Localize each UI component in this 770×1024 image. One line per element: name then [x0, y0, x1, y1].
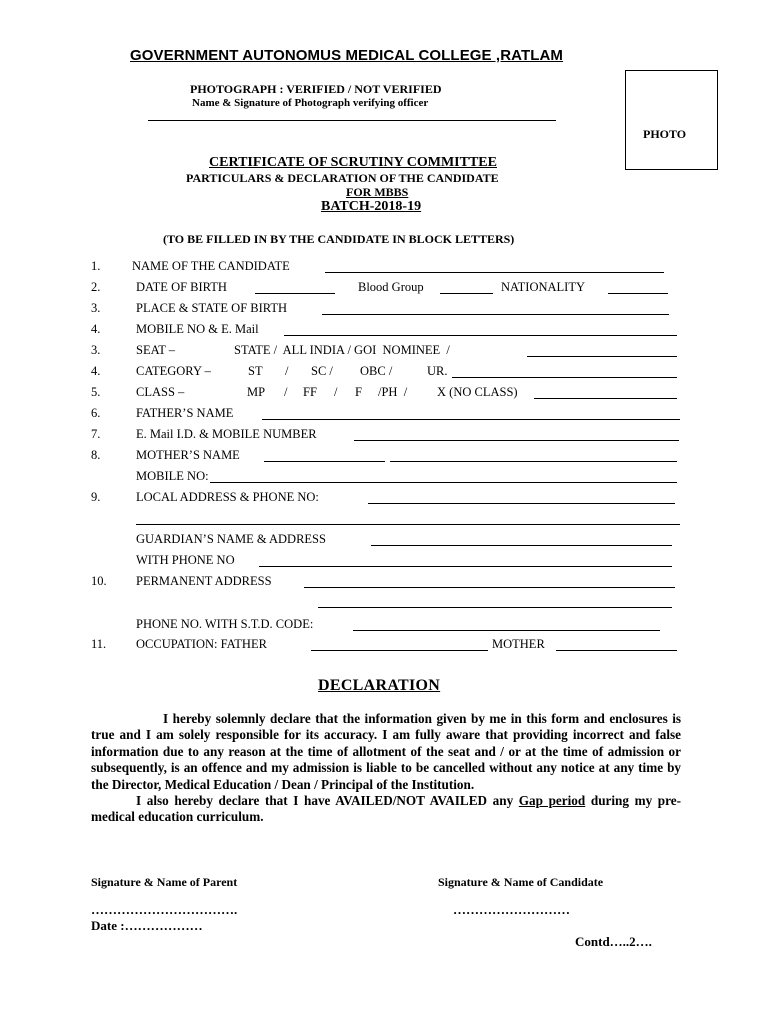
- declaration-body: [91, 711, 681, 826]
- class-f: F: [355, 385, 362, 399]
- field-number: 4.: [91, 364, 101, 378]
- declaration-title: DECLARATION: [318, 677, 441, 694]
- field-number: 3.: [91, 343, 101, 357]
- field-number: 10.: [91, 574, 107, 588]
- field-label: MOBILE NO:: [136, 469, 209, 483]
- field-label: SEAT –: [136, 343, 176, 357]
- field-mobile-email: [0, 322, 770, 338]
- field-number: 4.: [91, 322, 101, 336]
- mother-mobile-blank[interactable]: [210, 482, 677, 483]
- permanent-address-blank-2[interactable]: [318, 607, 672, 608]
- field-label: FATHER’S NAME: [136, 406, 234, 420]
- declaration-curriculum-text: during my pre-medical education curriculum.: [91, 793, 682, 825]
- field-label: PLACE & STATE OF BIRTH: [136, 301, 288, 315]
- class-ff: FF: [303, 385, 317, 399]
- verifier-signature-line: [148, 120, 556, 121]
- nationality-label: NATIONALITY: [501, 280, 586, 294]
- guardian-blank[interactable]: [371, 545, 672, 546]
- field-date-of-birth: [0, 280, 770, 296]
- field-number: 9.: [91, 490, 101, 504]
- field-label: PHONE NO. WITH S.T.D. CODE:: [136, 617, 314, 631]
- field-seat: [0, 343, 770, 359]
- declaration-paragraph-2: [91, 793, 681, 826]
- field-mother-mobile: [0, 469, 770, 485]
- field-permanent-address: [0, 574, 770, 590]
- continued-note: Contd…..2….: [575, 934, 652, 949]
- field-candidate-name: [0, 259, 770, 275]
- field-number: 1.: [91, 259, 101, 273]
- field-number: 3.: [91, 301, 101, 315]
- class-slash: /: [284, 385, 288, 399]
- local-address-blank-2[interactable]: [136, 524, 680, 525]
- category-ur: UR.: [427, 364, 448, 378]
- field-email-mobile: [0, 427, 770, 443]
- gap-period-text: Gap period: [518, 793, 586, 809]
- field-category: [0, 364, 770, 380]
- field-std-phone: [0, 617, 770, 633]
- declaration-avail-text: I also hereby declare that I have AVAILED/NOT AVAILED any: [136, 793, 514, 809]
- field-label: OCCUPATION: FATHER: [136, 637, 267, 651]
- certificate-title: CERTIFICATE OF SCRUTINY COMMITTEE: [209, 155, 497, 170]
- field-number: 7.: [91, 427, 101, 441]
- seat-options: STATE / ALL INDIA / GOI NOMINEE /: [234, 343, 450, 357]
- field-label: GUARDIAN’S NAME & ADDRESS: [136, 532, 326, 546]
- field-class: [0, 385, 770, 401]
- parent-signature-blank[interactable]: …………………………….: [91, 902, 238, 917]
- class-mp: MP: [247, 385, 266, 399]
- blood-group-blank[interactable]: [440, 293, 493, 294]
- date-field[interactable]: Date :………………: [91, 918, 203, 933]
- field-label: MOBILE NO & E. Mail: [136, 322, 259, 336]
- field-label: LOCAL ADDRESS & PHONE NO:: [136, 490, 319, 504]
- field-father-name: [0, 406, 770, 422]
- mother-name-blank[interactable]: [264, 461, 385, 462]
- course-title: FOR MBBS: [346, 185, 409, 199]
- class-blank[interactable]: [534, 398, 677, 399]
- mother-occupation-blank[interactable]: [556, 650, 677, 651]
- candidate-signature-label: Signature & Name of Candidate: [438, 875, 604, 889]
- father-occupation-blank[interactable]: [311, 650, 488, 651]
- category-sc: SC /: [311, 364, 333, 378]
- dob-blank[interactable]: [255, 293, 335, 294]
- verifier-caption: Name & Signature of Photograph verifying officer: [192, 97, 429, 109]
- field-label: CLASS –: [136, 385, 185, 399]
- category-blank[interactable]: [452, 377, 677, 378]
- seat-blank[interactable]: [527, 356, 677, 357]
- permanent-address-blank[interactable]: [304, 587, 675, 588]
- field-number: 8.: [91, 448, 101, 462]
- local-address-blank[interactable]: [368, 503, 675, 504]
- class-slash: /: [334, 385, 338, 399]
- field-label: E. Mail I.D. & MOBILE NUMBER: [136, 427, 317, 441]
- std-phone-blank[interactable]: [353, 630, 660, 631]
- field-guardian: [0, 532, 770, 548]
- photo-verification: PHOTOGRAPH : VERIFIED / NOT VERIFIED: [190, 82, 442, 96]
- mother-name-blank-2[interactable]: [390, 461, 677, 462]
- email-mobile-blank[interactable]: [354, 440, 679, 441]
- category-obc: OBC /: [360, 364, 393, 378]
- class-x: X (NO CLASS): [437, 385, 518, 399]
- fill-instruction: (TO BE FILLED IN BY THE CANDIDATE IN BLOCK LETTERS): [163, 232, 515, 246]
- place-of-birth-blank[interactable]: [322, 314, 669, 315]
- field-place-of-birth: [0, 301, 770, 317]
- guardian-phone-blank[interactable]: [259, 566, 672, 567]
- batch-title: BATCH-2018-19: [321, 199, 422, 214]
- field-local-address: [0, 490, 770, 506]
- declaration-paragraph-1: I hereby solemnly declare that the information given by me in this form and enclosures is true and I am solely responsible for its accuracy. I am fully aware that providing incorrect and false information due to any reason at the time of allotment of the seat and / or at the time of admission or subsequently, is an offence and my admission is liable to be cancelled without any notice at any time by the Director, Medical Education / Dean / Principal of the Institution.: [91, 711, 681, 792]
- field-label: NAME OF THE CANDIDATE: [132, 259, 290, 273]
- particulars-title: PARTICULARS & DECLARATION OF THE CANDIDATE: [186, 171, 499, 185]
- mobile-email-blank[interactable]: [284, 335, 677, 336]
- parent-signature-label: Signature & Name of Parent: [91, 875, 238, 889]
- field-occupation: [0, 637, 770, 653]
- field-label: WITH PHONE NO: [136, 553, 235, 567]
- field-label: CATEGORY –: [136, 364, 211, 378]
- college-name: GOVERNMENT AUTONOMUS MEDICAL COLLEGE ,RATLAM: [130, 47, 564, 64]
- photo-label: PHOTO: [643, 127, 687, 141]
- field-number: 11.: [91, 637, 107, 651]
- field-guardian-phone: [0, 553, 770, 569]
- field-label: DATE OF BIRTH: [136, 280, 227, 294]
- photo-box: [625, 70, 718, 170]
- category-slash: /: [285, 364, 289, 378]
- candidate-signature-blank[interactable]: ………………………: [453, 902, 570, 917]
- field-number: 2.: [91, 280, 101, 294]
- candidate-name-blank[interactable]: [325, 272, 664, 273]
- field-number: 6.: [91, 406, 101, 420]
- nationality-blank[interactable]: [608, 293, 668, 294]
- blood-group-label: Blood Group: [358, 280, 424, 294]
- class-ph: /PH /: [378, 385, 408, 399]
- field-mother-name: [0, 448, 770, 464]
- field-label: PERMANENT ADDRESS: [136, 574, 272, 588]
- field-number: 5.: [91, 385, 101, 399]
- field-label: MOTHER’S NAME: [136, 448, 240, 462]
- category-st: ST: [248, 364, 263, 378]
- father-name-blank[interactable]: [262, 419, 680, 420]
- mother-occupation-label: MOTHER: [492, 637, 545, 651]
